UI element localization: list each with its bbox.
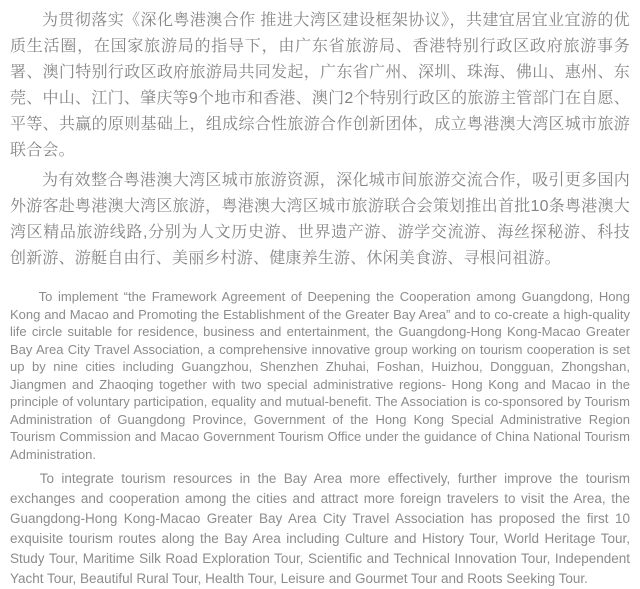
chinese-paragraph-2: 为有效整合粤港澳大湾区城市旅游资源，深化城市间旅游交流合作，吸引更多国内外游客赴粤港澳大湾区旅游，粤港澳大湾区城市旅游联合会策划推出首批10条粤港澳大湾区精品旅游线路,分别为人文历史游、世界遗产游、游学交流游、海丝探秘游、科技创新游、游艇自由行、美丽乡村游、健康养生游、休闲美食游、寻根问祖游。 — [10, 172, 630, 267]
english-text-section — [10, 288, 630, 589]
english-paragraph-2: To integrate tourism resources in the Bay Area more effectively, further improve the tourism exchanges and cooperation among the cities and attract more foreign travelers to visit the Area, the Guangdong-Hong Kong-Macao Greater Bay Area City Travel Association has proposed the first 10 exquisite tourism routes along the Bay Area including Culture and History Tour, World Heritage Tour, Study Tour, Maritime Silk Road Exploration Tour, Scientific and Technical Innovation Tour, Independent Yacht Tour, Beautiful Rural Tour, Health Tour, Leisure and Gourmet Tour and Roots Seeking Tour. — [10, 471, 630, 586]
chinese-paragraph-1: 为贯彻落实《深化粤港澳合作 推进大湾区建设框架协议》，共建宜居宜业宜游的优质生活圈，在国家旅游局的指导下，由广东省旅游局、香港特别行政区政府旅游事务署、澳门特别行政区政府旅游局共同发起，广东省广州、深圳、珠海、佛山、惠州、东莞、中山、江门、肇庆等9个地市和香港、澳门2个特别行政区的旅游主管部门在自愿、平等、共赢的原则基础上，组成综合性旅游合作创新团体，成立粤港澳大湾区城市旅游联合会。 — [10, 12, 630, 159]
english-paragraph-1: To implement “the Framework Agreement of Deepening the Cooperation among Guangdong, Hong Kong and Macao and Promoting the Establishment of the Greater Bay Area” and to co-create a high-quality life circle suitable for residence, business and entertainment, the Guangdong-Hong Kong-Macao Greater Bay Area City Travel Association, a comprehensive innovative group working on tourism cooperation is set up by nine cities including Guangzhou, Shenzhen Zhuhai, Foshan, Huizhou, Dongguan, Zhongshan, Jiangmen and Zhaoqing together with two special administrative regions- Hong Kong and Macao in the principle of voluntary participation, equality and mutual-benefit. The Association is co-sponsored by Tourism Administration of Guangdong Province, Government of the Hong Kong Special Administrative Region Tourism Commission and Macao Government Tourism Office under the guidance of China National Tourism Administration. — [10, 289, 630, 462]
chinese-text-section — [10, 8, 630, 272]
